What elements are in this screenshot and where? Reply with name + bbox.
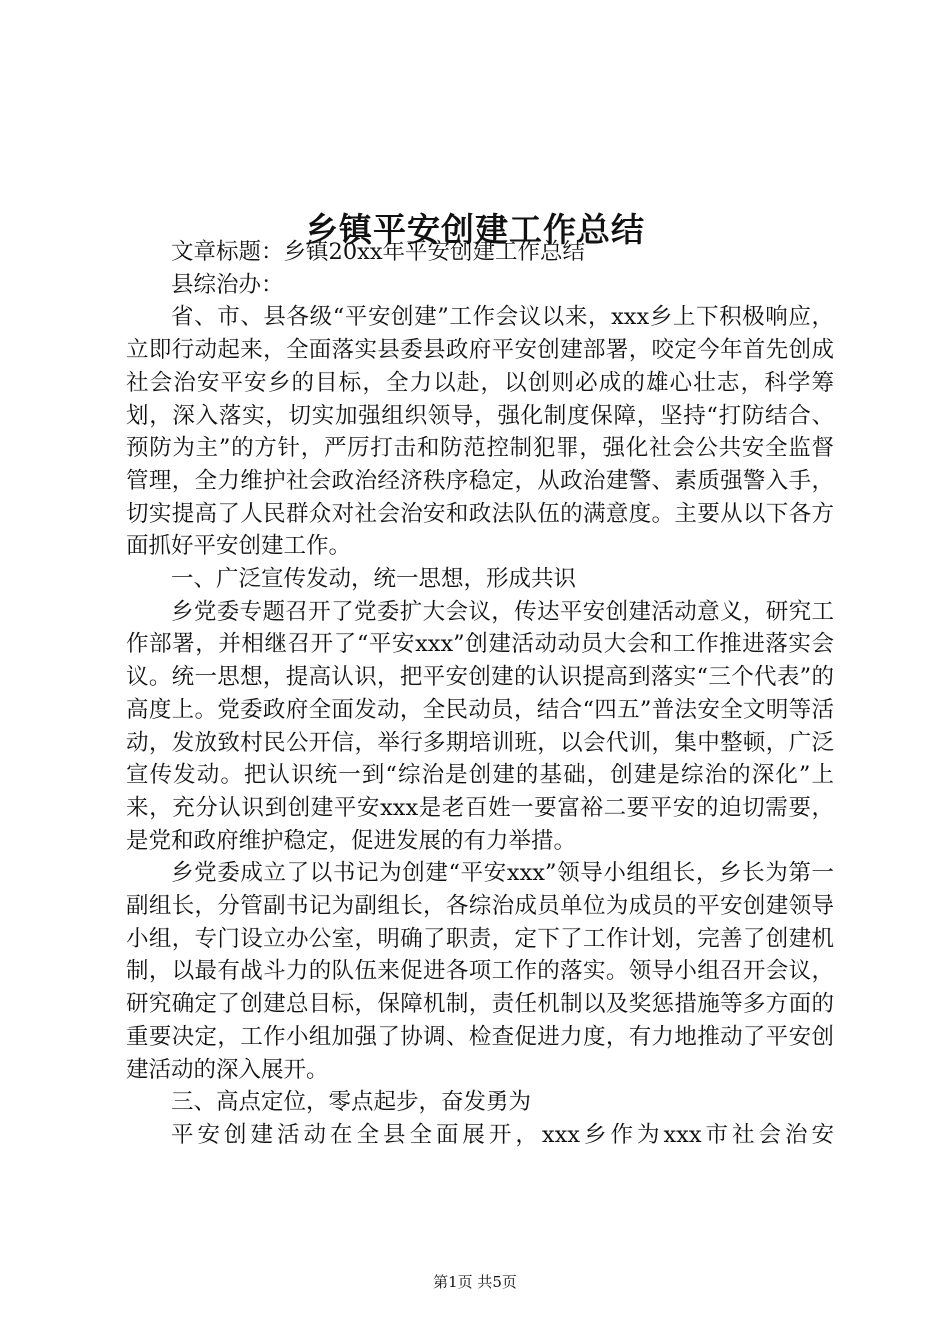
article-title-line: 文章标题：乡镇20xx年平安创建工作总结 [171,239,586,265]
addressee-line: 县综治办： [171,271,284,298]
document-body [126,236,834,1152]
section-heading-1: 一、广泛宣传发动，统一思想，形成共识 [171,566,577,593]
section-1-paragraph-1: 乡党委专题召开了党委扩大会议，传达平安创建活动意义，研究工作部署，并相继召开了“平安xxx”创建活动动员大会和工作推进落实会议。统一思想，提高认识，把平安创建的认识提高到落实“三个代表”的高度上。党委政府全面发动，全民动员，结合“四五”普法安全文明等活动，发放致村民公开信，举行多期培训班，以会代训，集中整顿，广泛宣传发动。把认识统一到“综治是创建的基础，创建是综治的深化”上来，充分认识到创建平安xxx是老百姓一要富裕二要平安的迫切需要，是党和政府维护稳定，促进发展的有力举措。 [126,598,834,854]
page-footer: 第1页 共5页 [433,1273,517,1291]
document-title: 乡镇平安创建工作总结 [305,210,645,250]
section-3-paragraph-1: 平安创建活动在全县全面展开，xxx乡作为xxx市社会治安 [171,1121,834,1148]
section-heading-3: 三、高点定位，零点起步，奋发勇为 [171,1089,532,1116]
intro-paragraph: 省、市、县各级“平安创建”工作会议以来，xxx乡上下积极响应，立即行动起来，全面落实县委县政府平安创建部署，咬定今年首先创成社会治安平安乡的目标，全力以赴，以创则必成的雄心壮志，科学筹划，深入落实，切实加强组织领导，强化制度保障，坚持“打防结合、预防为主”的方针，严厉打击和防范控制犯罪，强化社会公共安全监督管理，全力维护社会政治经济秩序稳定，从政治建警、素质强警入手，切实提高了人民群众对社会治安和政法队伍的满意度。主要从以下各方面抓好平安创建工作。 [126,304,834,560]
section-1-paragraph-2: 乡党委成立了以书记为创建“平安xxx”领导小组组长，乡长为第一副组长，分管副书记为副组长，各综治成员单位为成员的平安创建领导小组，专门设立办公室，明确了职责，定下了工作计划，完善了创建机制，以最有战斗力的队伍来促进各项工作的落实。领导小组召开会议，研究确定了创建总目标，保障机制，责任机制以及奖惩措施等多方面的重要决定，工作小组加强了协调、检查促进力度，有力地推动了平安创建活动的深入展开。 [126,860,834,1083]
